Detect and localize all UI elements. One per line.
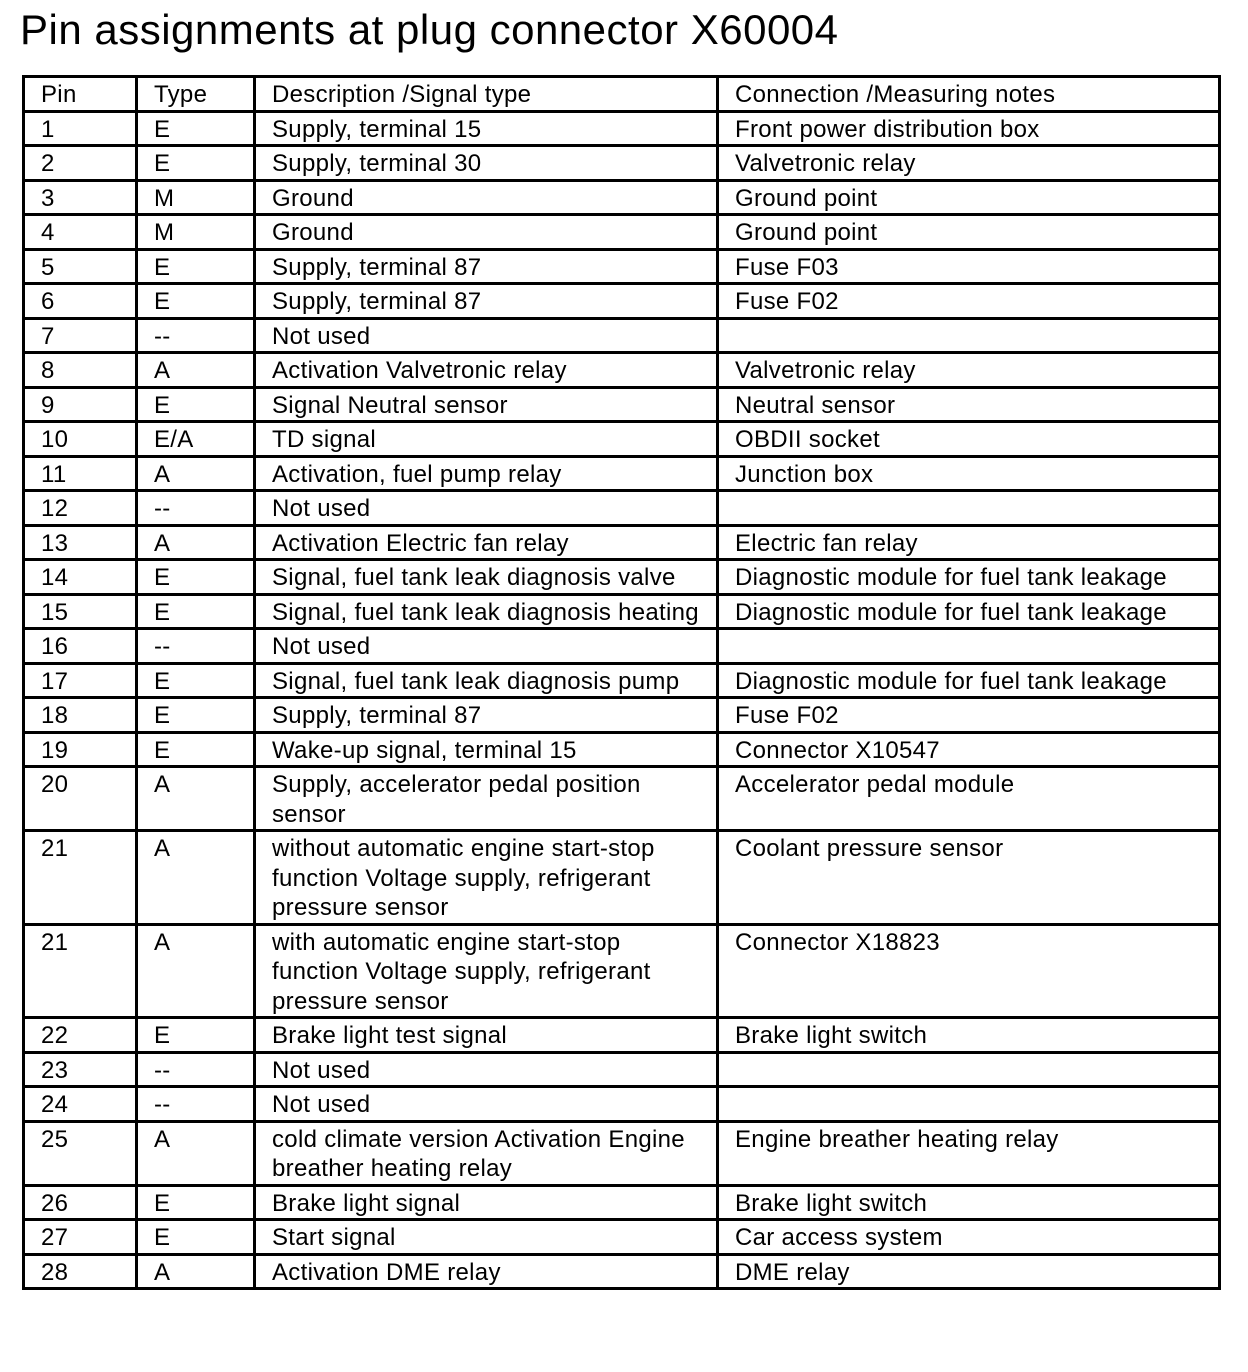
cell-description: Brake light test signal [255,1018,718,1053]
cell-pin: 10 [24,422,137,457]
cell-type: E [137,146,255,181]
header-type: Type [137,77,255,112]
table-row [24,663,1220,698]
cell-description: Activation Valvetronic relay [255,353,718,388]
cell-type: -- [137,1087,255,1122]
cell-type: E [137,560,255,595]
cell-type: A [137,456,255,491]
table-row [24,525,1220,560]
table-body [24,111,1220,1289]
cell-type: M [137,215,255,250]
table-row [24,249,1220,284]
cell-pin: 19 [24,732,137,767]
cell-connection: Brake light switch [718,1018,1220,1053]
cell-description: cold climate version Activation Engine breather heating relay [255,1121,718,1185]
table-row [24,353,1220,388]
cell-connection [718,1052,1220,1087]
table-row [24,387,1220,422]
cell-description: Signal, fuel tank leak diagnosis pump [255,663,718,698]
cell-pin: 9 [24,387,137,422]
cell-pin: 21 [24,924,137,1018]
cell-connection: Electric fan relay [718,525,1220,560]
cell-connection: Engine breather heating relay [718,1121,1220,1185]
cell-type: -- [137,629,255,664]
header-description: Description /Signal type [255,77,718,112]
cell-connection: Diagnostic module for fuel tank leakage [718,663,1220,698]
cell-connection: Ground point [718,215,1220,250]
cell-connection [718,318,1220,353]
cell-connection: OBDII socket [718,422,1220,457]
pin-assignment-table [22,75,1221,1290]
table-row [24,924,1220,1018]
cell-pin: 17 [24,663,137,698]
cell-type: A [137,924,255,1018]
cell-connection: Ground point [718,180,1220,215]
cell-connection [718,491,1220,526]
cell-pin: 27 [24,1220,137,1255]
cell-connection: Fuse F03 [718,249,1220,284]
table-row [24,594,1220,629]
table-row [24,560,1220,595]
cell-type: E [137,1018,255,1053]
cell-connection: DME relay [718,1254,1220,1289]
cell-description: Ground [255,180,718,215]
table-row [24,1220,1220,1255]
cell-pin: 20 [24,767,137,831]
cell-description: Supply, terminal 87 [255,698,718,733]
cell-pin: 14 [24,560,137,595]
cell-type: A [137,1254,255,1289]
cell-description: Ground [255,215,718,250]
table-row [24,284,1220,319]
cell-connection [718,629,1220,664]
table-row [24,1254,1220,1289]
cell-pin: 4 [24,215,137,250]
cell-description: Activation, fuel pump relay [255,456,718,491]
cell-description: Supply, terminal 87 [255,284,718,319]
cell-description: Not used [255,629,718,664]
cell-connection: Brake light switch [718,1185,1220,1220]
table-row [24,491,1220,526]
cell-pin: 28 [24,1254,137,1289]
cell-connection: Coolant pressure sensor [718,831,1220,925]
cell-pin: 25 [24,1121,137,1185]
table-row [24,456,1220,491]
header-connection: Connection /Measuring notes [718,77,1220,112]
cell-pin: 5 [24,249,137,284]
cell-pin: 26 [24,1185,137,1220]
cell-type: A [137,525,255,560]
cell-description: Signal Neutral sensor [255,387,718,422]
table-row [24,318,1220,353]
cell-type: E [137,387,255,422]
cell-description: Activation Electric fan relay [255,525,718,560]
cell-pin: 21 [24,831,137,925]
cell-description: Brake light signal [255,1185,718,1220]
table-row [24,831,1220,925]
cell-description: Supply, terminal 30 [255,146,718,181]
cell-connection [718,1087,1220,1122]
cell-pin: 11 [24,456,137,491]
table-row [24,215,1220,250]
cell-pin: 3 [24,180,137,215]
cell-type: -- [137,1052,255,1087]
table-row [24,1185,1220,1220]
cell-connection: Diagnostic module for fuel tank leakage [718,560,1220,595]
cell-connection: Fuse F02 [718,284,1220,319]
table-row [24,422,1220,457]
cell-connection: Valvetronic relay [718,146,1220,181]
table-row [24,180,1220,215]
table-row [24,767,1220,831]
cell-pin: 8 [24,353,137,388]
cell-description: Signal, fuel tank leak diagnosis valve [255,560,718,595]
cell-description: Start signal [255,1220,718,1255]
cell-description: Wake-up signal, terminal 15 [255,732,718,767]
cell-description: Supply, terminal 15 [255,111,718,146]
table-row [24,1018,1220,1053]
cell-connection: Accelerator pedal module [718,767,1220,831]
cell-type: E [137,1185,255,1220]
cell-description: Not used [255,1087,718,1122]
cell-pin: 12 [24,491,137,526]
page-title: Pin assignments at plug connector X60004 [20,6,839,53]
header-pin: Pin [24,77,137,112]
cell-pin: 6 [24,284,137,319]
cell-description: TD signal [255,422,718,457]
cell-type: E [137,249,255,284]
table-header-row [24,77,1220,112]
cell-pin: 15 [24,594,137,629]
cell-pin: 1 [24,111,137,146]
cell-type: E [137,1220,255,1255]
cell-type: A [137,831,255,925]
cell-type: A [137,353,255,388]
cell-type: A [137,767,255,831]
cell-description: without automatic engine start-stop function Voltage supply, refrigerant pressure sensor [255,831,718,925]
cell-pin: 23 [24,1052,137,1087]
cell-connection: Fuse F02 [718,698,1220,733]
cell-description: Not used [255,1052,718,1087]
cell-type: -- [137,491,255,526]
cell-pin: 2 [24,146,137,181]
cell-pin: 18 [24,698,137,733]
cell-connection: Diagnostic module for fuel tank leakage [718,594,1220,629]
cell-pin: 22 [24,1018,137,1053]
cell-connection: Car access system [718,1220,1220,1255]
cell-description: Not used [255,318,718,353]
cell-connection: Connector X10547 [718,732,1220,767]
table-row [24,111,1220,146]
cell-type: E [137,284,255,319]
cell-description: Not used [255,491,718,526]
cell-description: Signal, fuel tank leak diagnosis heating [255,594,718,629]
cell-description: with automatic engine start-stop function Voltage supply, refrigerant pressure sensor [255,924,718,1018]
cell-connection: Neutral sensor [718,387,1220,422]
cell-pin: 13 [24,525,137,560]
cell-type: E [137,594,255,629]
cell-type: E [137,111,255,146]
cell-type: A [137,1121,255,1185]
table-row [24,1052,1220,1087]
cell-description: Supply, accelerator pedal position sensor [255,767,718,831]
cell-description: Activation DME relay [255,1254,718,1289]
cell-type: -- [137,318,255,353]
cell-pin: 16 [24,629,137,664]
cell-pin: 7 [24,318,137,353]
cell-type: E [137,698,255,733]
cell-type: E [137,732,255,767]
cell-connection: Connector X18823 [718,924,1220,1018]
table-row [24,629,1220,664]
cell-connection: Junction box [718,456,1220,491]
cell-type: E [137,663,255,698]
table-row [24,1087,1220,1122]
cell-type: E/A [137,422,255,457]
table-row [24,698,1220,733]
cell-connection: Front power distribution box [718,111,1220,146]
cell-description: Supply, terminal 87 [255,249,718,284]
table-row [24,1121,1220,1185]
cell-type: M [137,180,255,215]
table-row [24,732,1220,767]
cell-pin: 24 [24,1087,137,1122]
cell-connection: Valvetronic relay [718,353,1220,388]
table-row [24,146,1220,181]
